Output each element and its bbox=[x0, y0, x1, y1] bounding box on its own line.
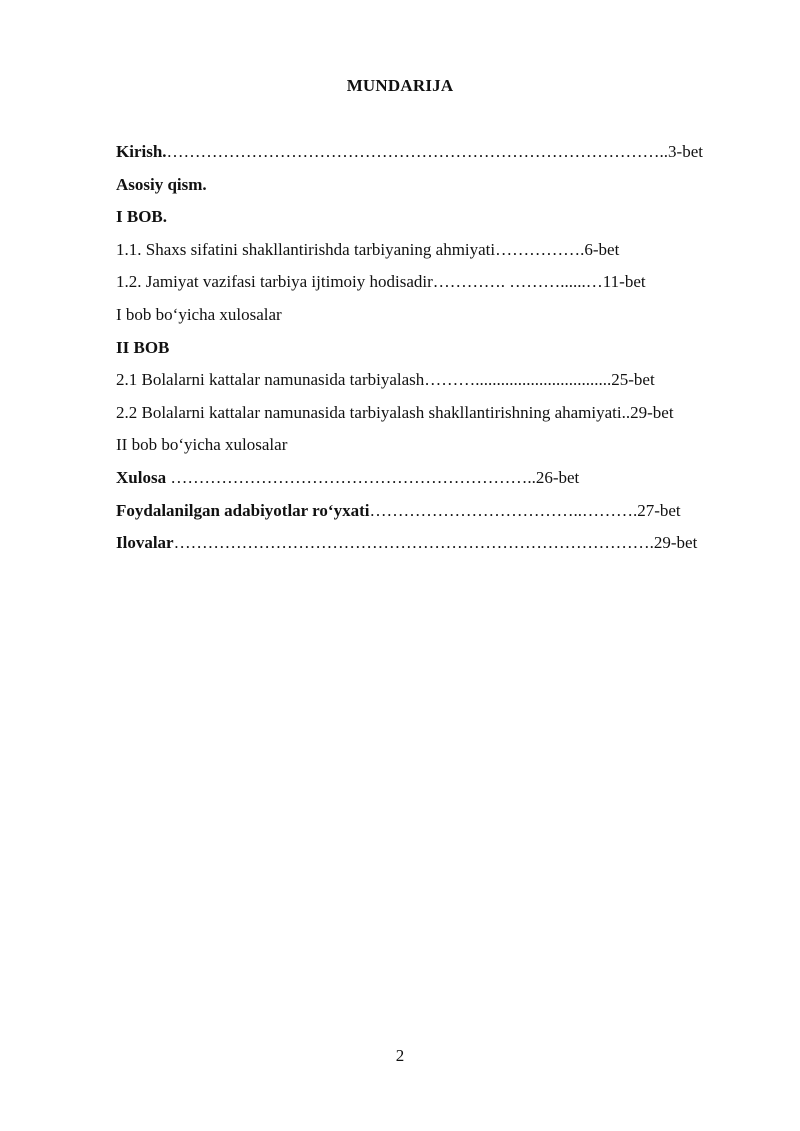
toc-entry-leader: ……………………………………………………….. bbox=[166, 467, 536, 487]
toc-entry-label: Kirish. bbox=[116, 142, 167, 161]
toc-entry-ii-bob bbox=[116, 336, 746, 369]
toc-entry-page: 6-bet bbox=[584, 239, 620, 259]
toc-entry-leader: …………………………………………………………………………. bbox=[173, 533, 654, 553]
toc-entry-page: 29-bet bbox=[653, 533, 698, 553]
toc-entry-label: 1.1. Shaxs sifatini shakllantirishda tarbiyaning ahmiyati bbox=[116, 239, 496, 259]
toc-entry-leader: ………………………………..………. bbox=[369, 500, 638, 520]
toc-entry-label: II bob bo‘yicha xulosalar bbox=[116, 435, 288, 455]
toc-entry-leader: …………………………………………………………………………….. bbox=[166, 142, 669, 161]
toc-entry-kirish bbox=[116, 140, 746, 173]
toc-entry-leader: .. bbox=[621, 402, 631, 422]
toc-entry-page: 27-bet bbox=[637, 500, 681, 520]
table-of-contents bbox=[116, 140, 746, 564]
toc-entry-page: 3-bet bbox=[668, 142, 703, 161]
toc-entry-2-1 bbox=[116, 368, 746, 401]
toc-entry-label: 2.1 Bolalarni kattalar namunasida tarbiyalash bbox=[116, 370, 425, 390]
toc-entry-leader: ……………. bbox=[495, 239, 585, 259]
toc-entry-label: Foydalanilgan adabiyotlar ro‘yxati bbox=[116, 500, 370, 520]
toc-entry-page: 26-bet bbox=[535, 467, 580, 487]
toc-entry-label: Asosiy qism. bbox=[116, 174, 207, 194]
toc-entry-label: Xulosa bbox=[116, 467, 167, 487]
toc-entry-adabiyotlar bbox=[116, 499, 746, 532]
toc-entry-page: 25-bet bbox=[611, 370, 655, 390]
toc-entry-i-bob bbox=[116, 205, 746, 238]
toc-entry-asosiy-qism bbox=[116, 173, 746, 206]
toc-entry-xulosa bbox=[116, 466, 746, 499]
page-number: 2 bbox=[395, 1046, 405, 1065]
toc-entry-ilovalar bbox=[116, 531, 746, 564]
toc-entry-1-2 bbox=[116, 270, 746, 303]
toc-entry-label: 1.2. Jamiyat vazifasi tarbiya ijtimoiy hodisadir bbox=[116, 272, 433, 292]
toc-entry-2-2 bbox=[116, 401, 746, 434]
toc-entry-i-bob-xulosalar bbox=[116, 303, 746, 336]
toc-entry-label: 2.2 Bolalarni kattalar namunasida tarbiyalash shakllantirishning ahamiyati bbox=[116, 402, 622, 422]
toc-entry-page: 11-bet bbox=[602, 272, 646, 292]
toc-entry-page: 29-bet bbox=[630, 402, 674, 422]
toc-entry-label: I BOB. bbox=[116, 207, 168, 227]
toc-entry-label: II BOB bbox=[116, 337, 170, 357]
toc-entry-leader: ………................................ bbox=[424, 370, 612, 390]
page-title: MUNDARIJA bbox=[346, 76, 454, 95]
toc-entry-ii-bob-xulosalar bbox=[116, 433, 746, 466]
toc-entry-label: Ilovalar bbox=[116, 533, 174, 553]
toc-entry-1-1 bbox=[116, 238, 746, 271]
toc-entry-leader: …………. ………......… bbox=[432, 272, 603, 292]
toc-entry-label: I bob bo‘yicha xulosalar bbox=[116, 304, 282, 324]
